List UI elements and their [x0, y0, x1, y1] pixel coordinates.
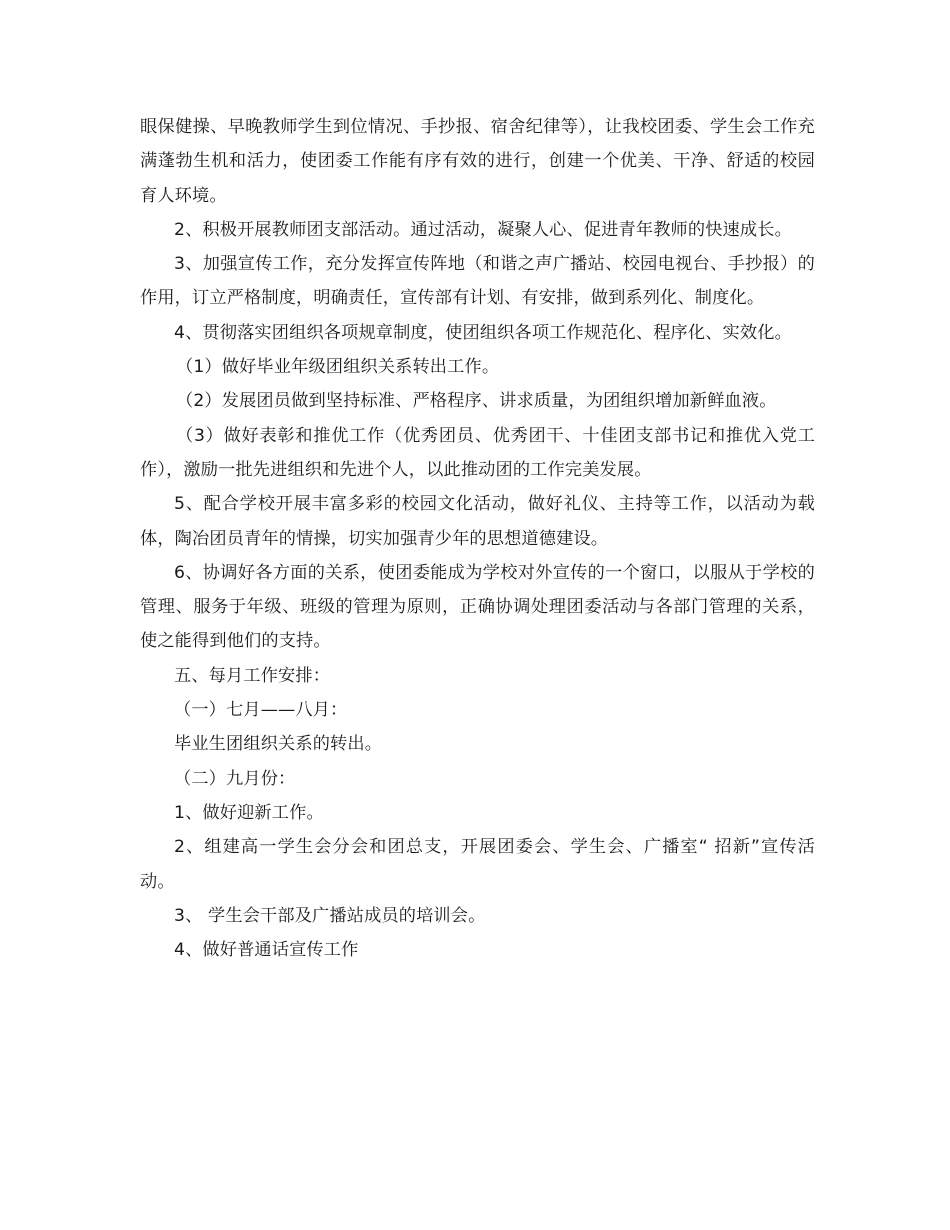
- paragraph-17: 4、做好普通话宣传工作: [174, 940, 359, 961]
- section-heading-monthly-plan: 五、每月工作安排：: [174, 665, 331, 686]
- paragraph-5: （1）做好毕业年级团组织关系转出工作。: [176, 357, 500, 378]
- paragraph-3: 3、加强宣传工作，充分发挥宣传阵地（和谐之声广播站、校园电视台、手抄报）的作用，订立严格制度，明确责任，宣传部有计划、有安排，做到系列化、制度化。: [140, 254, 815, 309]
- paragraph-2: 2、积极开展教师团支部活动。通过活动，凝聚人心、促进青年教师的快速成长。: [174, 219, 792, 240]
- paragraph-15: 2、组建高一学生会分会和团总支，开展团委会、学生会、广播室“ 招新”宣传活动。: [140, 837, 815, 892]
- subheading-july-august: （一）七月——八月：: [174, 700, 348, 721]
- paragraph-6: （2）发展团员做到坚持标准、严格程序、讲求质量，为团组织增加新鲜血液。: [176, 391, 777, 412]
- paragraph-14: 1、做好迎新工作。: [174, 802, 324, 823]
- paragraph-16: 3、 学生会干部及广播站成员的培训会。: [174, 905, 486, 926]
- paragraph-12: 毕业生团组织关系的转出。: [174, 734, 383, 755]
- paragraph-7: （3）做好表彰和推优工作（优秀团员、优秀团干、十佳团支部书记和推优入党工作），激励一批先进组织和先进个人，以此推动团的工作完美发展。: [140, 425, 815, 480]
- paragraph-4: 4、贯彻落实团组织各项规章制度，使团组织各项工作规范化、程序化、实效化。: [174, 322, 792, 343]
- paragraph-1: 眼保健操、早晚教师学生到位情况、手抄报、宿舍纪律等），让我校团委、学生会工作充满蓬勃生机和活力，使团委工作能有序有效的进行，创建一个优美、干净、舒适的校园育人环境。: [140, 117, 815, 206]
- subheading-september: （二）九月份：: [174, 768, 296, 789]
- paragraph-9: 6、协调好各方面的关系，使团委能成为学校对外宣传的一个窗口，以服从于学校的管理、服务于年级、班级的管理为原则，正确协调处理团委活动与各部门管理的关系，使之能得到他们的支持。: [140, 562, 815, 652]
- document-body: [140, 110, 815, 967]
- paragraph-8: 5、配合学校开展丰富多彩的校园文化活动，做好礼仪、主持等工作，以活动为载体，陶冶团员青年的情操，切实加强青少年的思想道德建设。: [140, 494, 815, 549]
